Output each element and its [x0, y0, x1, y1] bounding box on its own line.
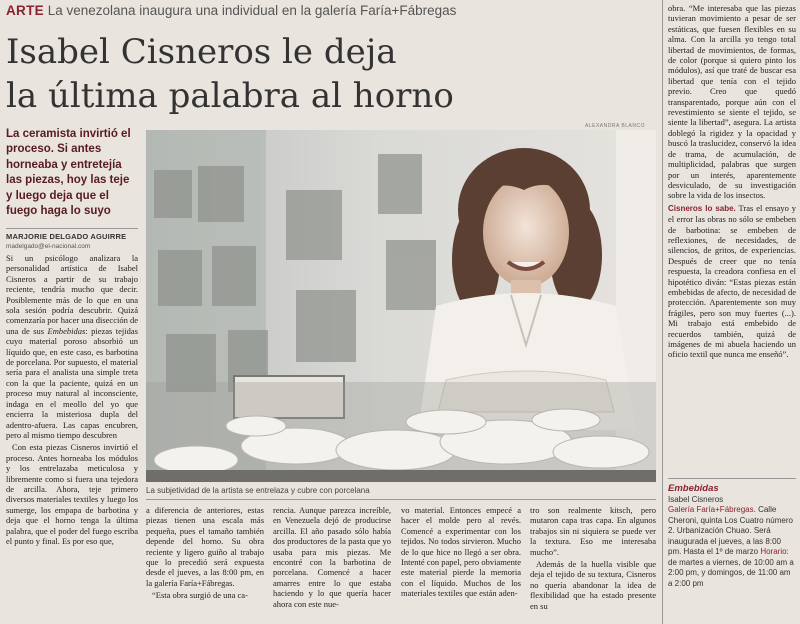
caption-rule	[146, 499, 656, 500]
column-2	[146, 505, 264, 603]
photo	[146, 130, 656, 482]
lead-paragraph: La ceramista invirtió el proceso. Si antes horneaba y entretejía las piezas, hoy las teje y luego deja que el fuego haga lo suyo	[6, 128, 131, 218]
col5-paragraph-2: Además de la huella visible que deja el tejido de su textura, Cisneros no quería abandonar la idea de flexibilidad que ha estado presente en su	[530, 559, 656, 611]
headline	[6, 30, 654, 118]
infobox-hours: de martes a viernes, de 10:00 am a 2:00 pm, y domingos, de 11:00 am a 2:00 pm	[668, 557, 794, 588]
headline-line-2: la última palabra al horno	[6, 76, 454, 116]
col4-paragraph: vo material. Entonces empecé a hacer el molde pero al revés. Comencé a experimentar con los tejidos. No todos sirvieron. Mucho de lo que hice no llegó a ser obra. Intenté con papel, pero obviamente este material pierde la memoria con el líquido. Muchos de los materiales textiles que están aden-	[401, 505, 521, 599]
headline-line-1: Isabel Cisneros le deja	[6, 32, 397, 72]
col2-paragraph-2: “Esta obra surgió de una ca-	[152, 590, 248, 601]
infobox-address: Calle Cheroni, quinta Los Cuatro número 2. Urbanización Chuao.	[668, 505, 793, 535]
kicker-line	[6, 3, 456, 18]
col6-paragraph-1: obra. “Me interesaba que las piezas tuvieran movimiento a pesar de ser estáticas, que fuesen flexibles en su alma. Con la arcilla yo tengo total libertad de movimientos, de formas, de color (porque si quiero pinto los módulos), así que traté de buscar esa libertad que tenía con el tejido previo. Creo que quedó transparentado, porque aún con el revestimiento se siente el tejido, se siente la libertad”, asegura. La artista doblegó la rigidez y la opacidad y buscó la traslucidez, conservó la idea de trama, de acumulación, de multiplicidad, palabras que surgen por un interés, aparentemente desviculado, de su investigación sobre la vida de los insectos.	[668, 3, 796, 201]
col1-title-em: Embebidas	[47, 325, 86, 336]
col1-paragraph-2: Con esta piezas Cisneros invirtió el proceso. Antes horneaba los módulos y los entrelazaba meticulosa y libremente como si fuera una tejedora de arcilla. Ahora, teje primero diversos materiales textiles y luego los sumerge, los empapa de barbotina y deja que el horno tenga la última palabra, que el poder del fuego escriba el punto y final. Es por eso que,	[6, 442, 138, 546]
col6-text: Tras el ensayo y el error las obras no sólo se embeben de barbotina: se embeben de reflexiones, de necesidades, de silencios, de gritos, de experiencias. Después de creer que no tenía respuesta, la creadora confiesa en el hipotético diván: “Estas piezas están embebidas de afecto, de necesidad de protección. Aparentemente son muy frágiles, pero son muy fuertes (...). Mi trabajo está embebido de recuerdos también, quizá de imágenes de mi abuela haciendo un oficio textil que nunca me enseñó”.	[668, 202, 796, 360]
byline-email: madelgado@el-nacional.com	[6, 243, 91, 250]
column-1	[6, 253, 138, 548]
infobox-title: Embebidas	[668, 483, 719, 494]
column-3	[273, 505, 391, 611]
col3-paragraph: rencia. Aunque parezca increíble, en Venezuela dejó de producirse arcilla. El año pasado sólo había dos productores de la pasta que yo usaba para mis piezas. Me encontré con la barbotina de porcelana. Comencé a hacer amarres entre lo que estaba haciendo y lo que quería hacer ahora con este nue-	[273, 505, 391, 609]
portrait-illustration	[146, 130, 656, 482]
column-divider	[662, 0, 663, 624]
column-5	[530, 505, 656, 613]
infobox-rule	[668, 478, 796, 479]
col1-paragraph-1	[6, 253, 138, 440]
infobox-opening: Será inaugurada el jueves, a las 8:00 pm. Hasta el 1º de marzo	[668, 526, 781, 556]
byline-author: MARJORIE DELGADO AGUIRRE	[6, 232, 127, 241]
col5-paragraph-1: tro son realmente kitsch, pero mutaron capa tras capa. En algunos trabajos sin ni siquiera se puede ver la textura. Eso me interesaba mucho”.	[530, 505, 656, 557]
col1-text-b: : piezas tejidas cuyo material poroso absorbió un líquido que, en este caso, es barbotina de porcelana. Por supuesto, el material sería para el analista una simple treta con la que la paciente, quizá en un proceso muy natural al inconsciente, indaga en el meollo del yo que encierra la misteriosa dupla del adentro-afuera. Las capas encubren, pero al mismo tiempo descubren	[6, 325, 138, 440]
infobox-gallery: Galería Faría+Fábregas.	[668, 505, 756, 514]
col6-subhead: Cisneros lo sabe.	[668, 203, 736, 213]
col6-paragraph-2	[668, 203, 796, 360]
col2-paragraph-1: a diferencia de anteriores, estas piezas tienen una escala más pequeña, pues el tamaño también depende del horno. Su obra reciente y ligero guiño al trabajo que lo precedió será expuesta desde el jueves, a las 8:00 pm, en la galería Faría+Fábregas.	[146, 505, 264, 588]
infobox-venue	[668, 505, 796, 589]
photo-credit: ALEXANDRA BLANCO	[585, 123, 645, 129]
column-6	[668, 3, 796, 362]
infobox-hours-label: Horario:	[760, 547, 789, 556]
kicker-text: La venezolana inaugura una individual en la galería Faría+Fábregas	[47, 3, 457, 18]
col1-text-a: Si un psicólogo analizara la personalidad artística de Isabel Cisneros a partir de su trabajo reciente, tendría mucho que decir. Posiblemente más de lo que en una sola sesión podría descubrir. Quizá comenzaría por hacer una disección de una de sus	[6, 253, 138, 336]
photo-caption: La subjetividad de la artista se entrelaza y cubre con porcelana	[146, 486, 370, 495]
column-4	[401, 505, 521, 601]
section-label: ARTE	[6, 3, 44, 18]
infobox-artist: Isabel Cisneros	[668, 494, 724, 504]
infobox	[668, 484, 796, 589]
lead-rule	[6, 228, 138, 229]
